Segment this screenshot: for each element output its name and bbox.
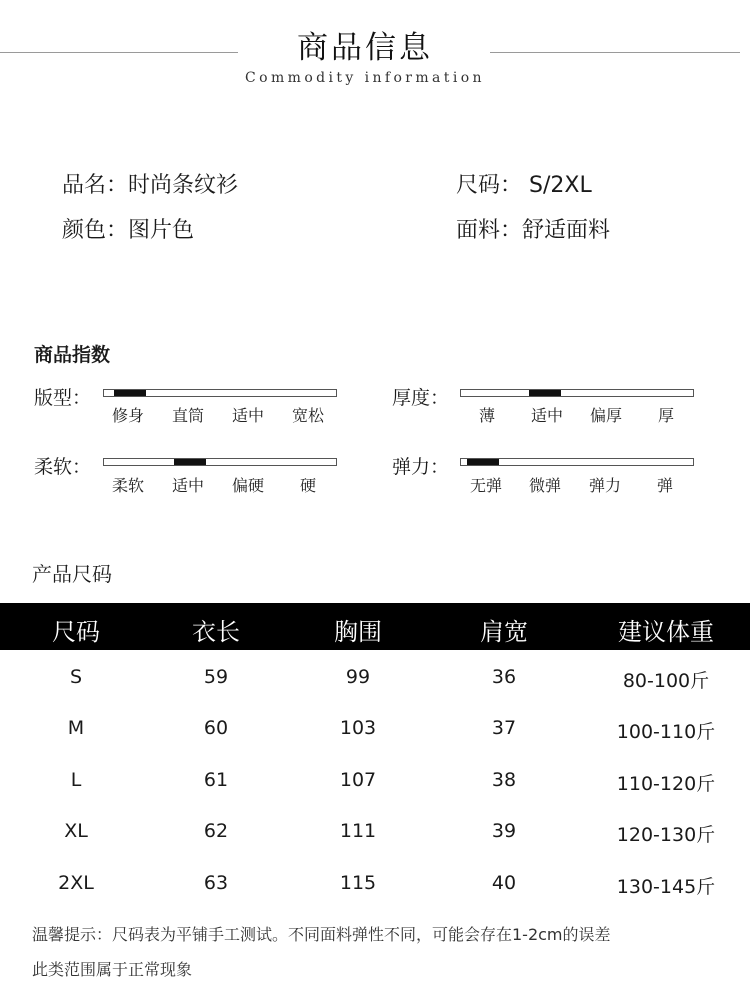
index-label-thickness: 厚度： (392, 387, 450, 409)
table-cell: 59 (203, 666, 229, 688)
index-label-fit: 版型： (34, 387, 92, 409)
size-table-header (0, 603, 750, 650)
table-cell: 111 (339, 820, 377, 842)
index-title: 商品指数 (34, 344, 111, 366)
index-tick: 直筒 (171, 406, 205, 425)
table-cell: 37 (491, 717, 517, 739)
table-cell: 38 (491, 769, 517, 791)
index-tick: 适中 (231, 406, 265, 425)
index-tick: 硬 (299, 476, 317, 495)
index-marker-thickness (529, 390, 561, 396)
table-cell: 107 (339, 769, 377, 791)
table-cell: 130-145斤 (616, 876, 716, 898)
index-tick: 无弹 (469, 476, 503, 495)
product-fabric: 面料：舒适面料 (456, 218, 611, 243)
index-label-softness: 柔软： (34, 456, 92, 478)
index-tick: 薄 (478, 406, 496, 425)
table-cell: L (70, 769, 82, 791)
col-header-chest: 胸围 (334, 618, 382, 646)
table-cell: 115 (339, 872, 377, 894)
table-cell: 60 (203, 717, 229, 739)
page-title: 商品信息 (297, 30, 433, 66)
table-cell: 36 (491, 666, 517, 688)
note-line-1: 温馨提示：尺码表为平铺手工测试。不同面料弹性不同，可能会存在1-2cm的误差 (32, 925, 611, 944)
index-tick: 厚 (657, 406, 675, 425)
table-cell: 61 (203, 769, 229, 791)
index-bar-elasticity (460, 458, 694, 466)
index-tick: 弹力 (588, 476, 622, 495)
index-marker-softness (174, 459, 206, 465)
index-tick: 偏厚 (589, 406, 623, 425)
index-marker-elasticity (467, 459, 499, 465)
index-tick: 修身 (111, 406, 145, 425)
index-marker-fit (114, 390, 146, 396)
index-bar-softness (103, 458, 337, 466)
table-cell: 120-130斤 (616, 824, 716, 846)
size-table-title: 产品尺码 (32, 562, 112, 586)
index-tick: 适中 (530, 406, 564, 425)
table-cell: 100-110斤 (616, 721, 716, 743)
table-cell: 99 (345, 666, 371, 688)
table-cell: S (69, 666, 83, 688)
index-bar-fit (103, 389, 337, 397)
table-cell: XL (64, 820, 88, 842)
table-cell: 2XL (58, 872, 94, 894)
col-header-size: 尺码 (52, 618, 100, 646)
product-size: 尺码： S/2XL (456, 173, 592, 198)
col-header-length: 衣长 (192, 618, 240, 646)
index-tick: 适中 (171, 476, 205, 495)
table-cell: 62 (203, 820, 229, 842)
table-cell: 103 (339, 717, 377, 739)
index-tick: 微弹 (528, 476, 562, 495)
col-header-weight: 建议体重 (618, 618, 714, 646)
index-tick: 柔软 (111, 476, 145, 495)
table-cell: 39 (491, 820, 517, 842)
table-cell: M (67, 717, 85, 739)
index-tick: 偏硬 (231, 476, 265, 495)
index-tick: 弹 (656, 476, 674, 495)
page-subtitle: Commodity information (245, 70, 485, 86)
index-bar-thickness (460, 389, 694, 397)
table-cell: 110-120斤 (616, 773, 716, 795)
col-header-shoulder: 肩宽 (480, 618, 528, 646)
index-label-elasticity: 弹力： (392, 456, 450, 478)
product-name: 品名：时尚条纹衫 (62, 173, 239, 198)
index-tick: 宽松 (291, 406, 325, 425)
table-cell: 63 (203, 872, 229, 894)
table-cell: 40 (491, 872, 517, 894)
product-color: 颜色：图片色 (62, 218, 195, 243)
table-cell: 80-100斤 (622, 670, 710, 692)
note-line-2: 此类范围属于正常现象 (32, 960, 193, 979)
